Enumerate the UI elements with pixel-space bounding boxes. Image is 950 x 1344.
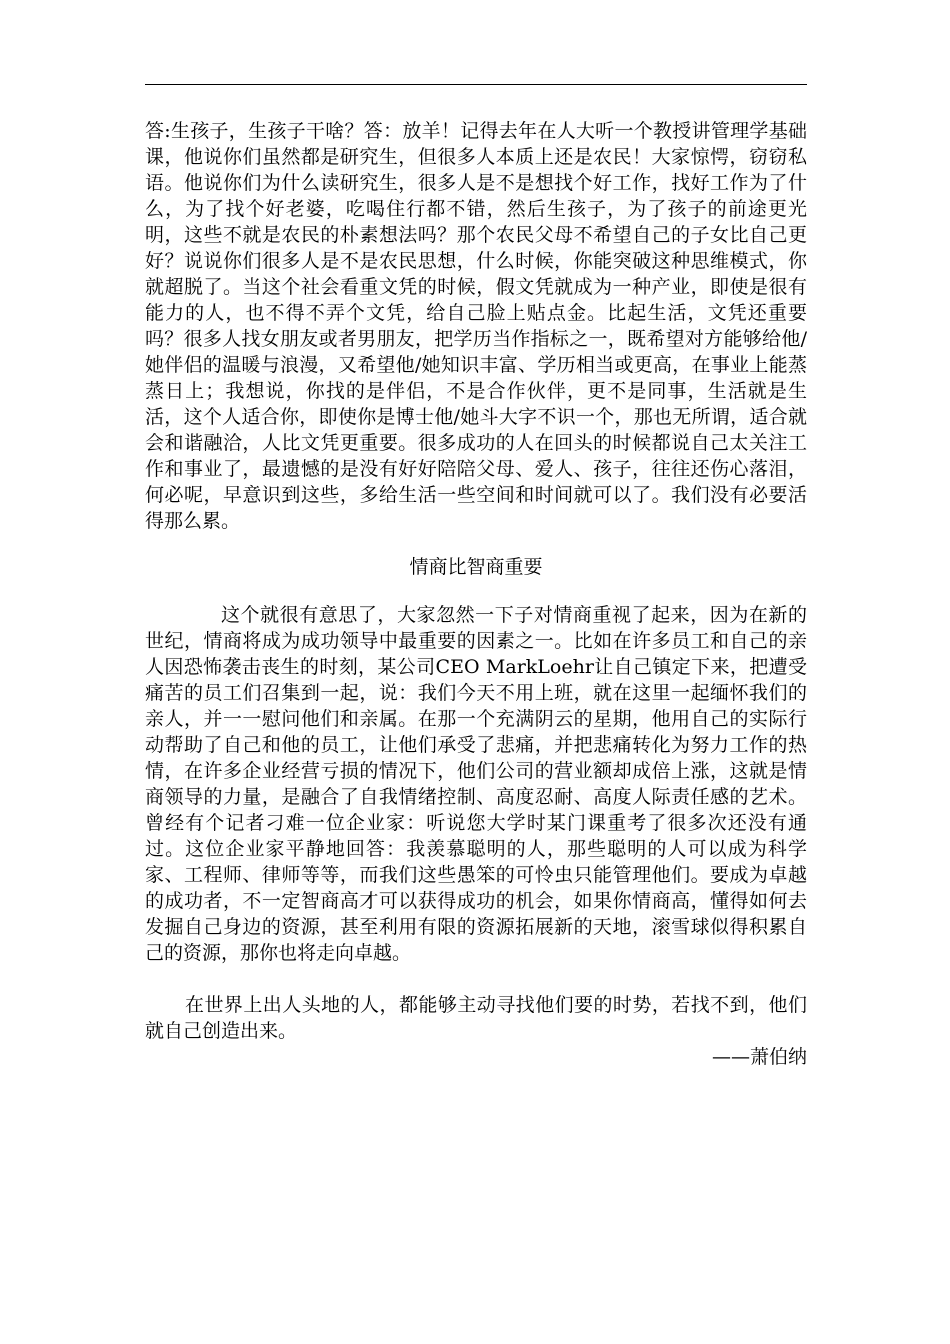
section-title: 情商比智商重要 [409, 556, 543, 578]
header-rule [145, 84, 807, 85]
paragraph-1: 答:生孩子，生孩子干啥？答：放羊！记得去年在人大听一个教授讲管理学基础课，他说你们虽然都是研究生，但很多人本质上还是农民！大家惊愕，窃窃私语。他说你们为什么读研究生，很多人是不是想找个好工作，找好工作为了什么，为了找个好老婆，吃喝住行都不错，然后生孩子，为了孩子的前途更光明，这些不就是农民的朴素想法吗？那个农民父母不希望自己的子女比自己更好？说说你们很多人是不是农民思想，什么时候，你能突破这种思维模式，你就超脱了。当这个社会看重文凭的时候，假文凭就成为一种产业，即使是很有能力的人，也不得不弄个文凭，给自己脸上贴点金。比起生活，文凭还重要吗？很多人找女朋友或者男朋友，把学历当作指标之一，既希望对方能够给他/她伴侣的温暖与浪漫，又希望他/她知识丰富、学历相当或更高，在事业上能蒸蒸日上；我想说，你找的是伴侣，不是合作伙伴，更不是同事，生活就是生活，这个人适合你，即使你是博士他/她斗大字不识一个，那也无所谓，适合就会和谐融洽，人比文凭更重要。很多成功的人在回头的时候都说自己太关注工作和事业了，最遗憾的是没有好好陪陪父母、爱人、孩子，往往还伤心落泪，何必呢，早意识到这些，多给生活一些空间和时间就可以了。我们没有必要活得那么累。 [145, 120, 807, 532]
quote-attribution: ——萧伯纳 [711, 1046, 807, 1068]
document-body [145, 118, 807, 1070]
quote: 在世界上出人头地的人，都能够主动寻找他们要的时势，若找不到，他们就自己创造出来。 [145, 994, 807, 1042]
paragraph-2: 这个就很有意思了，大家忽然一下子对情商重视了起来，因为在新的世纪，情商将成为成功领导中最重要的因素之一。比如在许多员工和自己的亲人因恐怖袭击丧生的时刻，某公司CEO MarkLoehr让自己镇定下来，把遭受痛苦的员工们召集到一起，说：我们今天不用上班，就在这里一起缅怀我们的亲人，并一一慰问他们和亲属。在那一个充满阴云的星期，他用自己的实际行动帮助了自己和他的员工，让他们承受了悲痛，并把悲痛转化为努力工作的热情，在许多企业经营亏损的情况下，他们公司的营业额却成倍上涨，这就是情商领导的力量，是融合了自我情绪控制、高度忍耐、高度人际责任感的艺术。曾经有个记者刁难一位企业家：听说您大学时某门课重考了很多次还没有通过。这位企业家平静地回答：我羡慕聪明的人，那些聪明的人可以成为科学家、工程师、律师等等，而我们这些愚笨的可怜虫只能管理他们。要成为卓越的成功者，不一定智商高才可以获得成功的机会，如果你情商高，懂得如何去发掘自己身边的资源，甚至利用有限的资源拓展新的天地，滚雪球似得积累自己的资源，那你也将走向卓越。 [145, 604, 807, 964]
